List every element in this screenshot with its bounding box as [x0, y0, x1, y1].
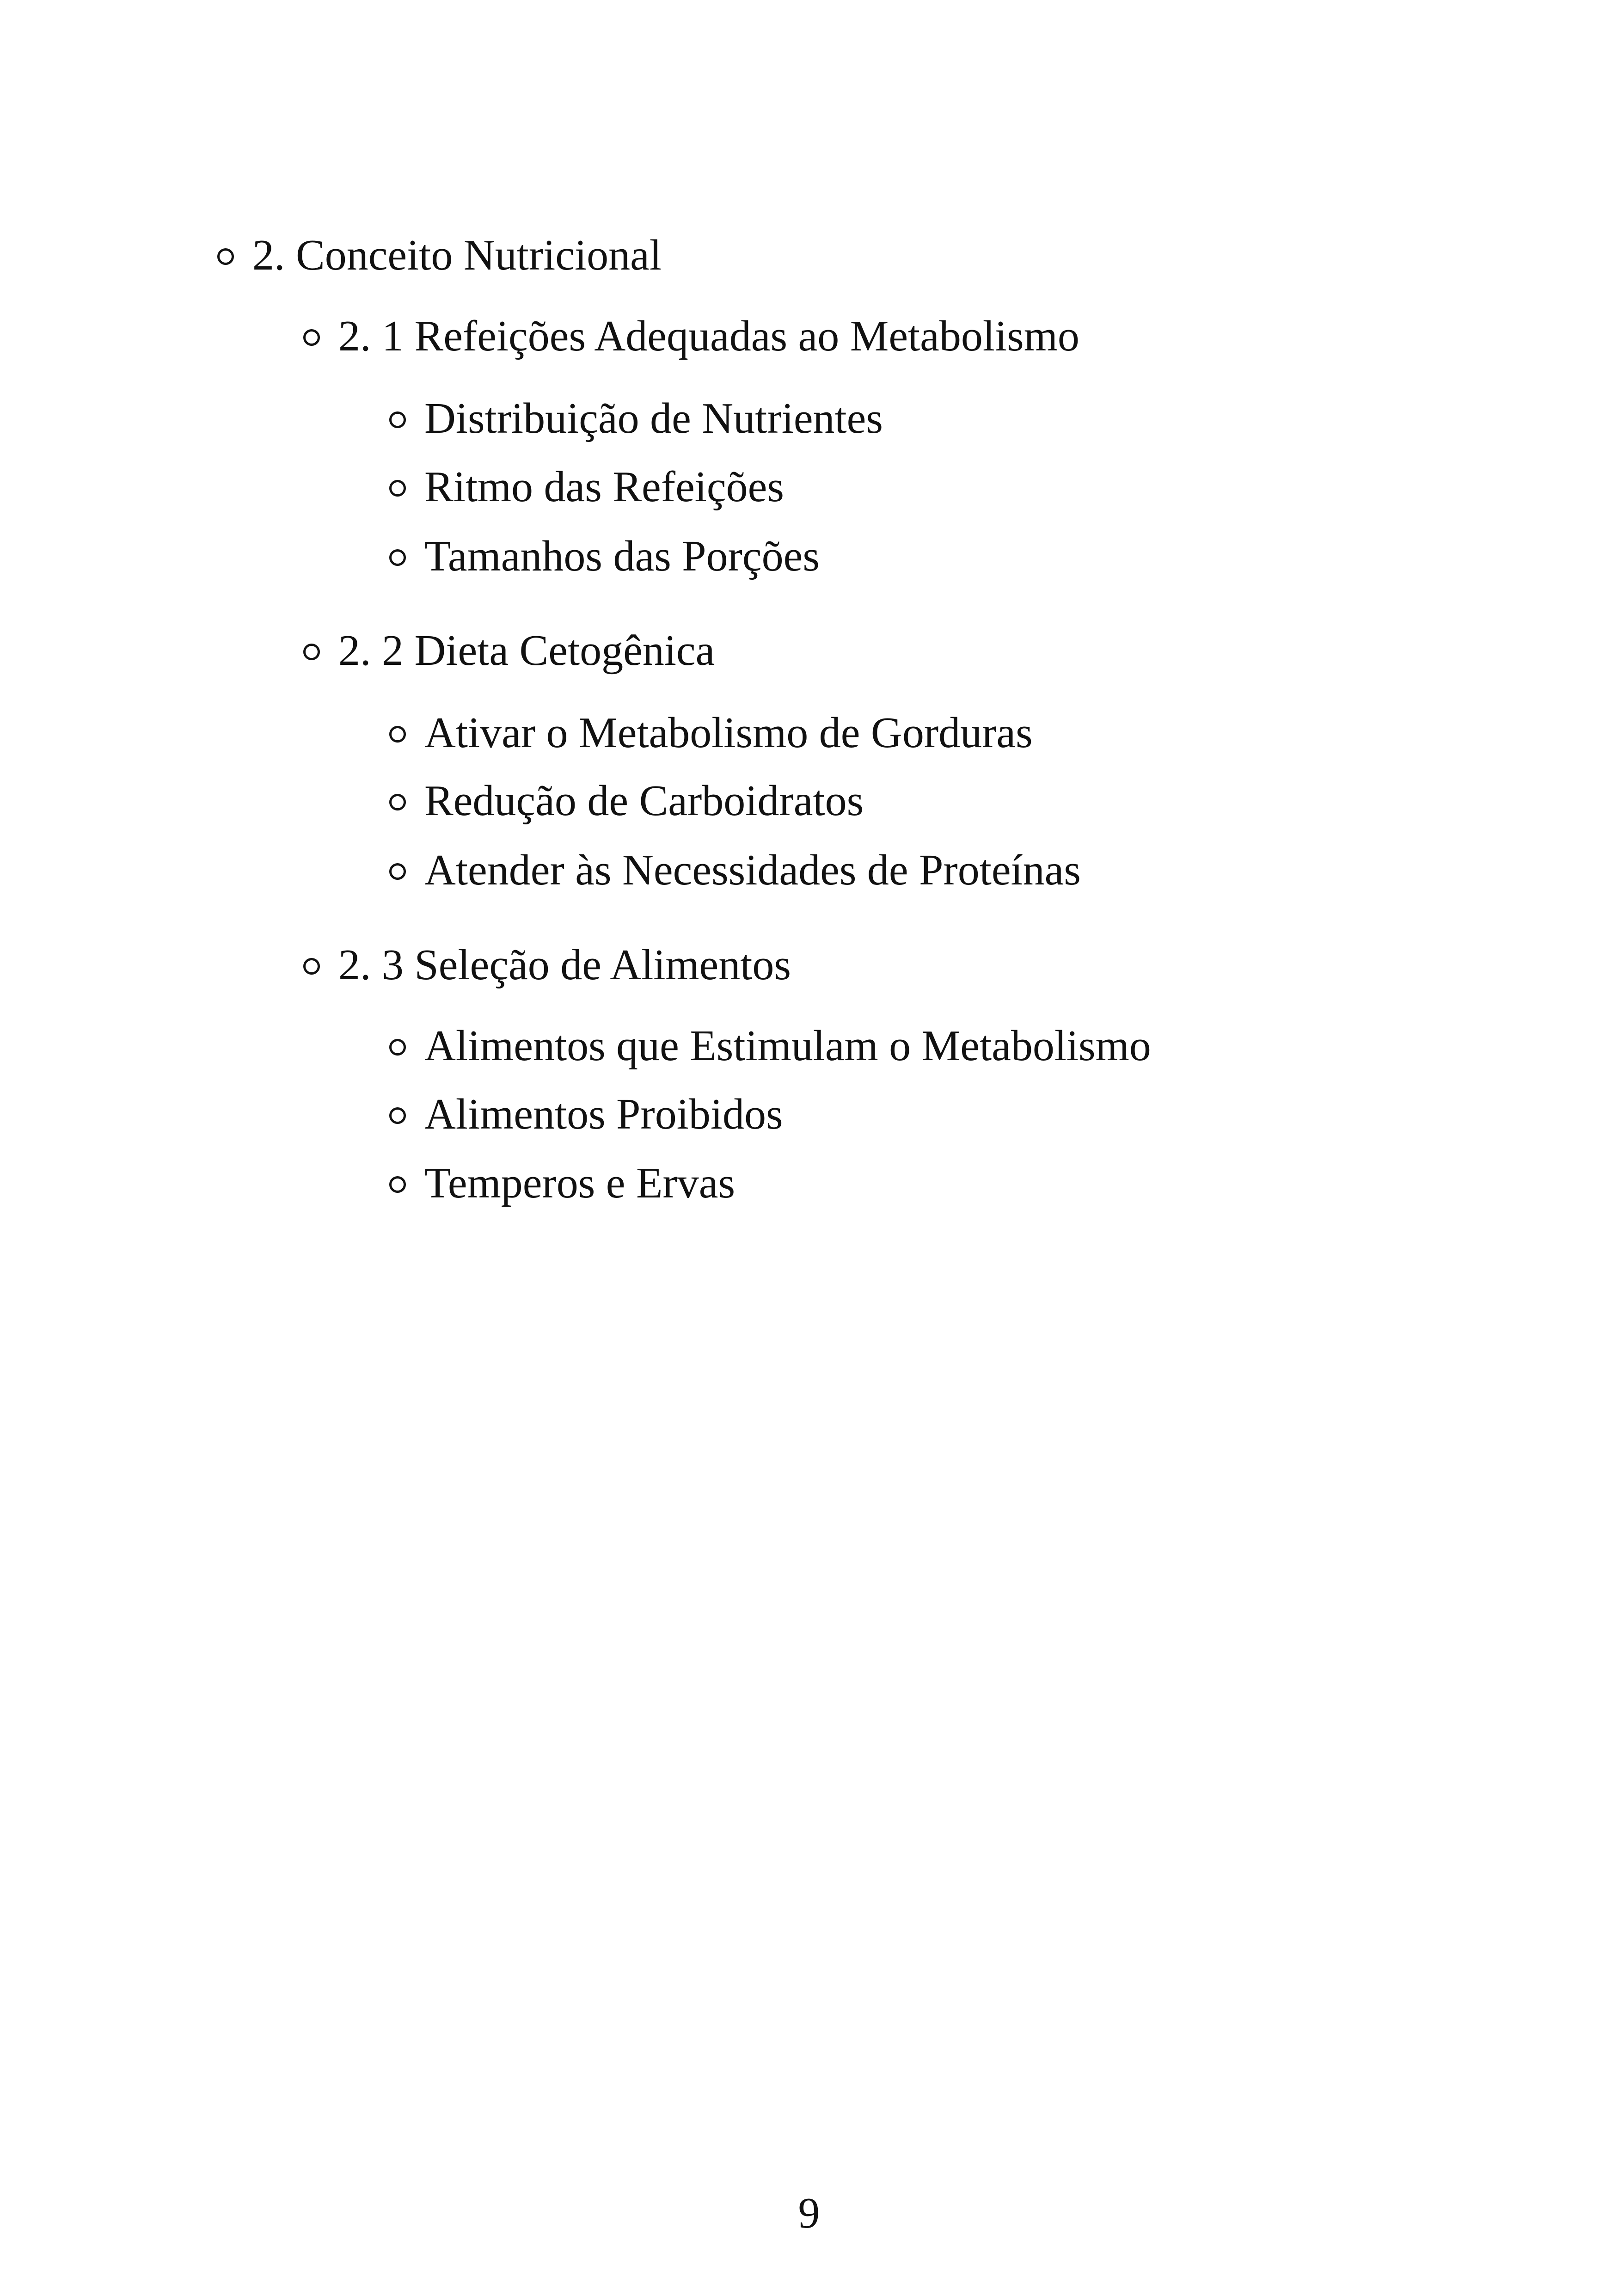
subitem-label: Atender às Necessidades de Proteínas	[424, 846, 1081, 894]
outline-subitem	[389, 394, 883, 442]
section-label: 2. 1 Refeições Adequadas ao Metabolismo	[338, 312, 1079, 360]
circle-bullet-icon	[389, 1176, 406, 1193]
outline-item-level-1	[217, 233, 662, 277]
circle-bullet-icon	[389, 549, 406, 566]
subitem-label: Tamanhos das Porções	[424, 532, 820, 580]
outline-subitem	[389, 779, 864, 823]
circle-bullet-icon	[389, 726, 406, 743]
outline-section-heading	[303, 314, 1079, 358]
outline-section-heading	[303, 626, 715, 675]
outline-section-heading	[303, 943, 791, 987]
circle-bullet-icon	[389, 480, 406, 497]
page-number: 9	[798, 2189, 820, 2237]
circle-bullet-icon	[389, 794, 406, 810]
circle-bullet-icon	[217, 248, 234, 265]
circle-bullet-icon	[389, 1107, 406, 1124]
outline-subitem	[389, 534, 820, 578]
outline-subitem	[389, 1024, 1151, 1068]
section-label: 2. 3 Seleção de Alimentos	[338, 941, 791, 989]
outline-subitem	[389, 848, 1081, 892]
outline-subitem	[389, 465, 784, 509]
subitem-label: Ativar o Metabolismo de Gorduras	[424, 709, 1033, 757]
circle-bullet-icon	[303, 329, 320, 346]
subitem-label: Ritmo das Refeições	[424, 463, 784, 511]
subitem-label: Distribuição de Nutrientes	[424, 394, 883, 442]
section-label: 2. 2 Dieta Cetogênica	[338, 626, 715, 675]
subitem-label: Temperos e Ervas	[424, 1159, 735, 1207]
outline-subitem	[389, 1161, 735, 1205]
outline-subitem	[389, 711, 1033, 755]
outline-subitem	[389, 1090, 783, 1138]
circle-bullet-icon	[303, 644, 320, 660]
outline-title: 2. Conceito Nutricional	[252, 231, 662, 279]
circle-bullet-icon	[303, 958, 320, 975]
circle-bullet-icon	[389, 411, 406, 428]
circle-bullet-icon	[389, 1039, 406, 1056]
circle-bullet-icon	[389, 863, 406, 880]
subitem-label: Alimentos Proibidos	[424, 1090, 783, 1138]
subitem-label: Redução de Carboidratos	[424, 777, 864, 825]
subitem-label: Alimentos que Estimulam o Metabolismo	[424, 1022, 1151, 1070]
